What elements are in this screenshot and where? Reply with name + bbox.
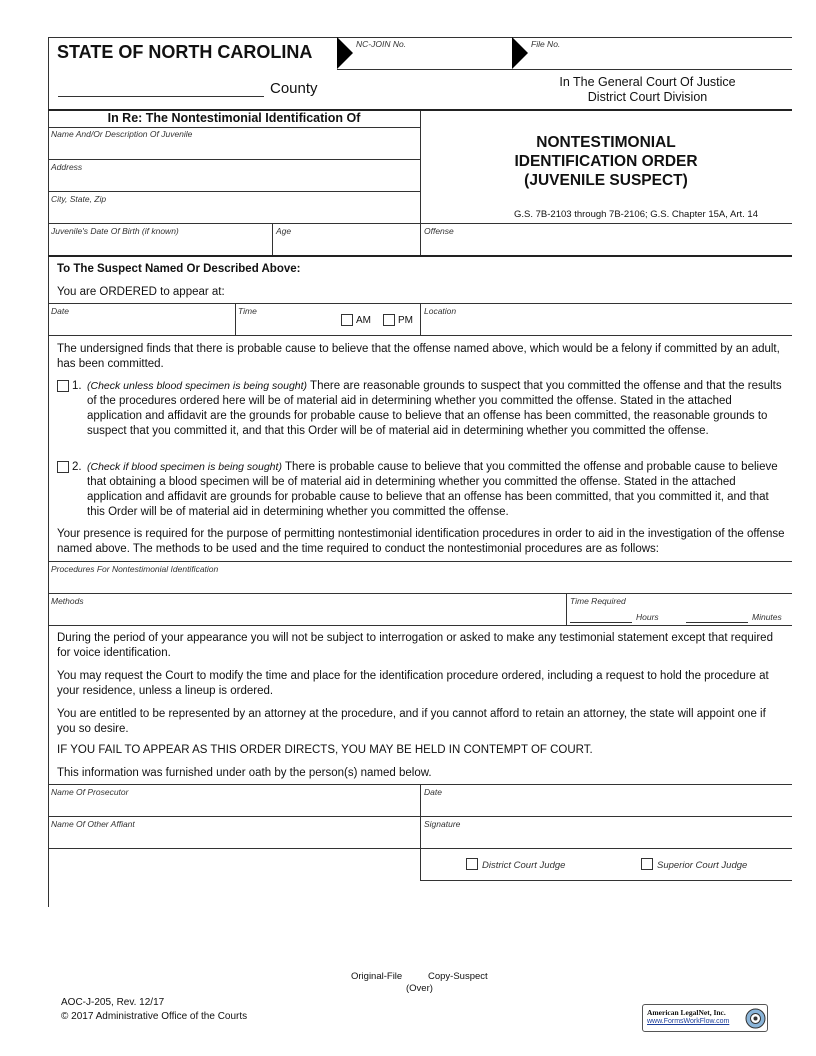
minutes-label: Minutes <box>752 612 782 622</box>
notice-oath: This information was furnished under oath by the person(s) named below. <box>57 767 432 779</box>
col-line <box>272 223 273 256</box>
legalnet-logo <box>642 1004 768 1032</box>
item-1-checkbox[interactable] <box>57 380 69 392</box>
item-2-paragraph <box>87 460 785 520</box>
minutes-underline <box>686 622 748 623</box>
hours-underline <box>570 622 632 623</box>
state-title: STATE OF NORTH CAROLINA <box>57 42 313 62</box>
item-2-checkbox[interactable] <box>57 461 69 473</box>
top-border <box>48 37 792 38</box>
row-line <box>48 191 420 192</box>
date-label: Date <box>51 306 69 316</box>
file-no-arrow-icon <box>512 37 528 69</box>
affiant-label: Name Of Other Affiant <box>51 819 135 829</box>
notice-modify: You may request the Court to modify the time and place for the identification procedure ordered, including a request to hold the procedure at your residence, unless a lineup is ordered. <box>57 670 769 697</box>
file-no-underline <box>337 69 792 70</box>
findings-intro: The undersigned finds that there is probable cause to believe that the offense named above, which would be a felony if committed by an adult, has been committed. <box>57 343 780 370</box>
location-label: Location <box>424 306 457 316</box>
hours-input[interactable] <box>570 608 632 622</box>
dob-input[interactable] <box>51 237 266 253</box>
form-number: AOC-J-205, Rev. 12/17 <box>61 997 165 1008</box>
procedures-label: Procedures For Nontestimonial Identification <box>51 564 219 574</box>
prosecutor-label: Name Of Prosecutor <box>51 787 129 797</box>
methods-input[interactable] <box>51 607 561 623</box>
sign-date-label: Date <box>424 787 442 797</box>
item-2-note: (Check if blood specimen is being sought) <box>87 461 282 473</box>
distribution-copy: Copy-Suspect <box>428 971 488 982</box>
row-line <box>420 880 792 881</box>
item-2-text: There is probable cause to believe that you committed the offense and probable cause to believe that obtaining a blood specimen will be of material aid in determining whether you committed the offense. Stated in the attached application and affidavit are grounds for probable cause to believe that an offense has been committed, that you committed it, and that this Order will be of material aid in determining whether you committed the offense. <box>87 461 778 518</box>
address-input[interactable] <box>51 173 416 189</box>
col-line <box>235 303 236 336</box>
item-1-paragraph <box>87 379 785 439</box>
county-underline <box>58 96 264 97</box>
district-judge-label: District Court Judge <box>482 860 566 871</box>
row-line <box>48 223 792 224</box>
ordered-text: You are ORDERED to appear at: <box>57 286 225 298</box>
county-input[interactable] <box>58 80 264 96</box>
row-line <box>48 593 792 594</box>
form-title <box>420 133 792 190</box>
item-1-text: There are reasonable grounds to suspect that you committed the offense and that the results of the procedures ordered here will be of material aid in determining whether you committed the offense. Stated in the attached application and affidavit are the grounds for probable cause to believe that an offense has been committed, the reasonable grounds to suspect that you committed it, and that this Order will be of material aid in determining whether you committed the offense. <box>87 380 782 437</box>
copyright: © 2017 Administrative Office of the Courts <box>61 1011 248 1022</box>
nc-join-input[interactable] <box>356 50 506 66</box>
item-2-number: 2. <box>72 461 82 473</box>
notice-contempt: IF YOU FAIL TO APPEAR AS THIS ORDER DIRECTS, YOU MAY BE HELD IN CONTEMPT OF COURT. <box>57 744 593 756</box>
row-line <box>48 159 420 160</box>
offense-input[interactable] <box>424 237 789 253</box>
row-line <box>48 625 792 626</box>
superior-judge-checkbox[interactable] <box>641 858 653 870</box>
globe-icon <box>745 1008 766 1029</box>
file-no-input[interactable] <box>531 50 786 66</box>
county-label: County <box>270 80 318 97</box>
age-label: Age <box>276 226 292 236</box>
am-label: AM <box>356 315 371 326</box>
offense-label: Offense <box>424 226 454 236</box>
section-divider <box>48 255 792 257</box>
form-title-line-2: IDENTIFICATION ORDER <box>514 153 698 170</box>
court-name <box>530 75 765 105</box>
row-line <box>48 561 792 562</box>
left-border <box>48 37 49 907</box>
statute-reference: G.S. 7B-2103 through 7B-2106; G.S. Chapter 15A, Art. 14 <box>514 209 758 220</box>
nc-join-arrow-icon <box>337 37 353 69</box>
form-title-line-1: NONTESTIMONIAL <box>536 134 676 151</box>
location-input[interactable] <box>424 317 789 333</box>
notice-attorney: You are entitled to be represented by an attorney at the procedure, and if you cannot afford to retain an attorney, the state will appoint one if you so desire. <box>57 708 766 735</box>
nc-join-label: NC-JOIN No. <box>356 39 407 49</box>
in-re-title: In Re: The Nontestimonial Identification Of <box>107 111 361 125</box>
logo-url: www.FormsWorkFlow.com <box>647 1018 730 1025</box>
item-1-number: 1. <box>72 380 82 392</box>
am-checkbox[interactable] <box>341 314 353 326</box>
file-no-label: File No. <box>531 39 561 49</box>
juvenile-name-label: Name And/Or Description Of Juvenile <box>51 129 193 139</box>
item-1-note: (Check unless blood specimen is being sought) <box>87 380 308 392</box>
in-re-title-underline <box>48 127 420 128</box>
notice-interrogation: During the period of your appearance you will not be subject to interrogation or asked to make any testimonial statement except that required for voice identification. <box>57 632 773 659</box>
hours-label: Hours <box>636 612 659 622</box>
over-note: (Over) <box>406 983 433 994</box>
appear-date-input[interactable] <box>51 317 231 333</box>
minutes-input[interactable] <box>686 608 748 622</box>
city-state-zip-label: City, State, Zip <box>51 194 107 204</box>
court-line-2: District Court Division <box>587 90 708 104</box>
court-line-1: In The General Court Of Justice <box>559 75 736 89</box>
address-label: Address <box>51 162 83 172</box>
appear-time-input[interactable] <box>238 317 336 333</box>
distribution-original: Original-File <box>351 971 403 982</box>
methods-label: Methods <box>51 596 84 606</box>
city-state-zip-input[interactable] <box>51 205 416 221</box>
presence-text: Your presence is required for the purpose of permitting nontestimonial identification procedures in order to aid in the investigation of the offense named above. The methods to be used and the time required to conduct the nontestimonial procedures are as follows: <box>57 528 785 555</box>
col-line <box>420 303 421 336</box>
signature-label: Signature <box>424 819 461 829</box>
procedures-input[interactable] <box>51 575 786 591</box>
col-line <box>566 593 567 625</box>
col-line <box>420 784 421 881</box>
juvenile-name-input[interactable] <box>51 141 416 157</box>
time-required-label: Time Required <box>570 596 626 606</box>
superior-judge-label: Superior Court Judge <box>657 860 748 871</box>
logo-company: American LegalNet, Inc. <box>647 1008 726 1017</box>
sign-date-input[interactable] <box>424 798 789 814</box>
district-judge-checkbox[interactable] <box>466 858 478 870</box>
dob-label: Juvenile's Date Of Birth (if known) <box>51 226 179 236</box>
form-title-line-3: (JUVENILE SUSPECT) <box>524 172 688 189</box>
row-line <box>48 335 792 336</box>
row-line <box>48 816 792 817</box>
age-input[interactable] <box>276 237 416 253</box>
affiant-input[interactable] <box>51 830 416 846</box>
pm-checkbox[interactable] <box>383 314 395 326</box>
signature-input[interactable] <box>424 830 789 846</box>
time-label: Time <box>238 306 257 316</box>
row-line <box>48 848 792 849</box>
pm-label: PM <box>398 315 413 326</box>
to-suspect-heading: To The Suspect Named Or Described Above: <box>57 263 301 275</box>
prosecutor-input[interactable] <box>51 798 416 814</box>
